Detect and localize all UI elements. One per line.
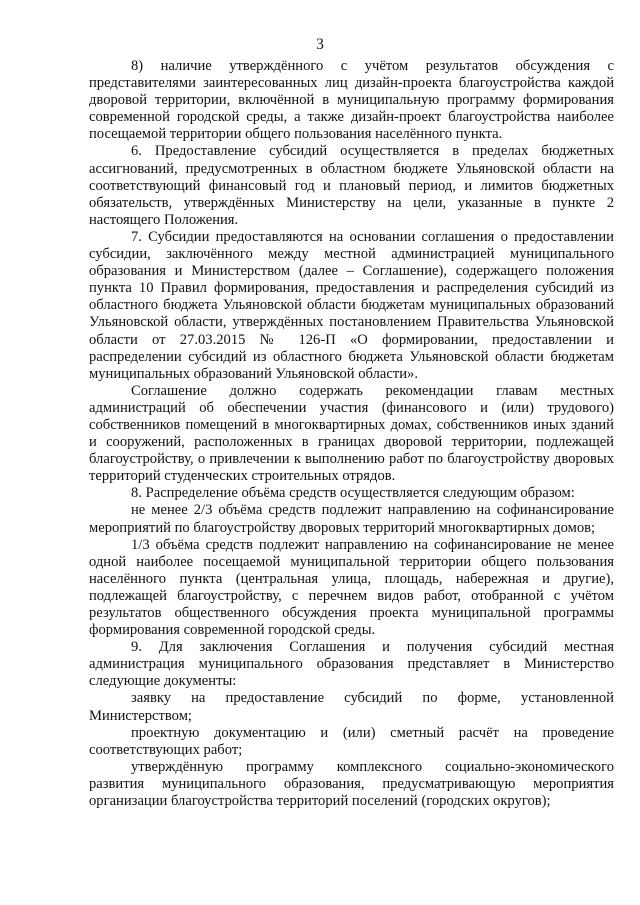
document-body	[89, 58, 614, 810]
paragraph-program: утверждённую программу комплексного социально-экономического развития муниципального образования, предусматривающую мероприятия организации благоустройства территорий поселений (городских округов);	[89, 758, 614, 810]
paragraph-section-9: 9. Для заключения Соглашения и получения субсидий местная администрация муниципального образования представляет в Министерство следующие документы:	[89, 639, 614, 690]
paragraph-one-third: 1/3 объёма средств подлежит направлению на софинансирование не менее одной наиболее посещаемой муниципальной территории общего пользования населённого пункта (центральная улица, площадь, набережная и другие), подлежащей благоустройству, с перечнем видов работ, отобранной с учётом результатов общественного обсуждения проекта муниципальной программы формирования современной городской среды.	[89, 536, 614, 639]
paragraph-two-thirds: не менее 2/3 объёма средств подлежит направлению на софинансирование мероприятий по благоустройству дворовых территорий многоквартирных домов;	[89, 502, 614, 536]
paragraph-section-7: 7. Субсидии предоставляются на основании соглашения о предоставлении субсидии, заключённого между местной администрацией муниципального образования и Министерством (далее – Соглашение), содержащего положения пункта 10 Правил формирования, предоставления и распределения субсидий из областного бюджета Ульяновской области бюджетам муниципальных образований Ульяновской области, утверждённых постановлением Правительства Ульяновской области от 27.03.2015 № 126-П «О формировании, предоставлении и распределении субсидий из областного бюджета Ульяновской области бюджетам муниципальных образований Ульяновской области».	[89, 228, 614, 382]
paragraph-section-6: 6. Предоставление субсидий осуществляется в пределах бюджетных ассигнований, предусмотренных в областном бюджете Ульяновской области на соответствующий финансовый год и плановый период, и лимитов бюджетных обязательств, утверждённых Министерству на цели, указанные в пункте 2 настоящего Положения.	[89, 143, 614, 228]
paragraph-section-8: 8. Распределение объёма средств осуществляется следующим образом:	[131, 485, 575, 502]
page-number: 3	[316, 36, 324, 53]
paragraph-item-8: 8) наличие утверждённого с учётом результатов обсуждения с представителями заинтересованных лиц дизайн-проекта благоустройства каждой дворовой территории, включённой в муниципальную программу формирования современной городской среды, а также дизайн-проект благоустройства наиболее посещаемой территории общего пользования населённого пункта.	[89, 58, 614, 143]
paragraph-agreement-content: Соглашение должно содержать рекомендации главам местных администраций об обеспечении участия (финансового и (или) трудового) собственников помещений в многоквартирных домах, собственников иных зданий и сооружений, расположенных в границах дворовой территории, подлежащей благоустройству, о привлечении к выполнению работ по благоустройству дворовых территорий студенческих строительных отрядов.	[89, 382, 614, 485]
paragraph-application: заявку на предоставление субсидий по форме, установленной Министерством;	[89, 690, 614, 724]
paragraph-project-docs: проектную документацию и (или) сметный расчёт на проведение соответствующих работ;	[89, 724, 614, 758]
